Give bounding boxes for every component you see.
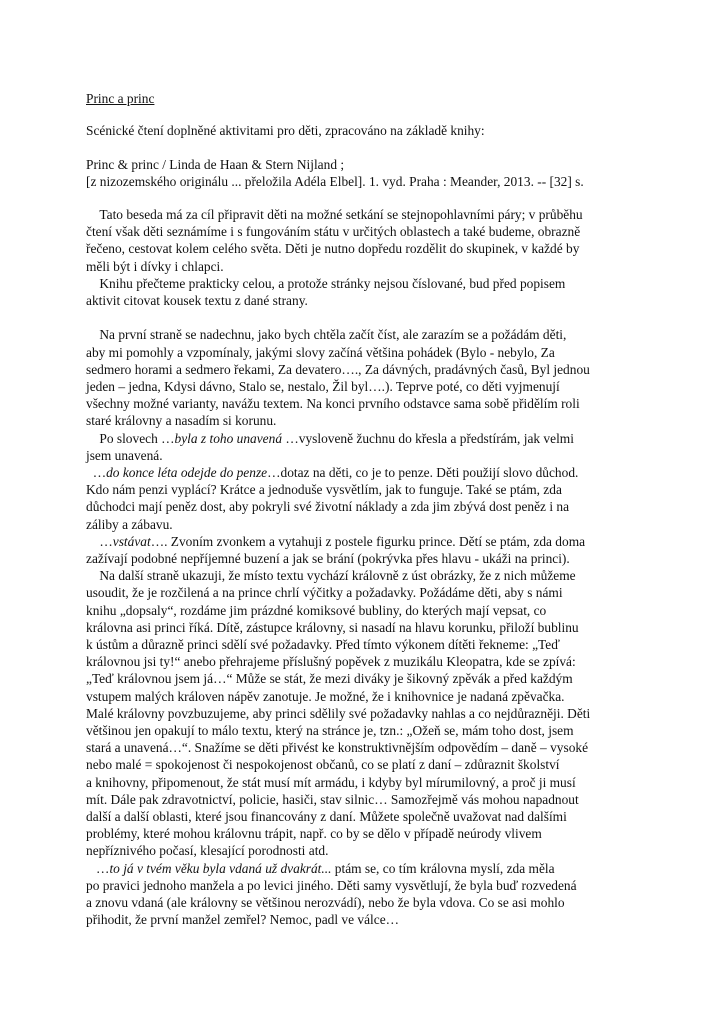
body-line (86, 584, 563, 601)
quoted-phrase: byla z toho unavená (174, 430, 283, 446)
body-line (86, 774, 576, 791)
body-line (86, 653, 576, 670)
body-line (86, 292, 308, 309)
body-line (86, 688, 565, 705)
quoted-phrase: vstávat (112, 533, 151, 549)
text-run: … (86, 860, 110, 876)
body-line (86, 550, 570, 567)
text-run: …dotaz na děti, co je to penze. Děti použijí slovo důchod. (267, 465, 579, 480)
body-line (86, 240, 579, 257)
text-run: Knihu přečteme prakticky celou, a protože stránky nejsou číslované, bud před popisem (86, 275, 566, 291)
text-run: záliby a zábavu. (86, 516, 173, 532)
body-line (86, 447, 163, 464)
text-run: všechny možné varianty, navážu textem. Na konci prvního odstavce sama sobě přidělím roli (86, 396, 580, 412)
body-line (86, 206, 583, 223)
body-line (86, 739, 588, 756)
text-run: Malé královny povzbuzujeme, aby princi sdělily své požadavky nahlas a co nejdůrazněji. Děti (86, 705, 591, 721)
body-line (86, 825, 542, 842)
text-run: stará a unavená…“. Snažíme se děti přivést ke konstruktivnějším odpovědím – daně – vysoké (86, 740, 589, 756)
body-line (86, 430, 574, 447)
text-run: aktivit citovat kousek textu z dané strany. (86, 293, 308, 308)
body-line (86, 412, 276, 429)
text-run: aby mi pomohly a vzpomínaly, jakými slovy začíná většina pohádek (Bylo - nebylo, Za (86, 344, 555, 360)
text-run: Na další straně ukazuji, že místo textu vychází královně z úst obrázky, že z nich můžeme (86, 568, 576, 584)
body-line (86, 258, 224, 275)
text-run: další a další oblasti, které jsou financovány z daní. Můžete společně uvažovat nad dalšími (86, 809, 567, 824)
body-line (86, 533, 585, 550)
body-line (86, 619, 579, 636)
text-run: staré královny a nasadím si korunu. (86, 413, 277, 429)
citation-line: [z nizozemského originálu ... přeložila Adéla Elbel]. 1. vyd. Praha : Meander, 2013. -- [32] s. (86, 174, 584, 189)
text-run: nepříznivého počasí, klesající porodnosti atd. (86, 843, 329, 859)
body-line (86, 498, 569, 515)
text-run: Po slovech … (86, 430, 175, 446)
body-line (86, 378, 560, 395)
citation-line: Princ & princ / Linda de Haan & Stern Nijland ; (86, 157, 345, 172)
text-run: po pravici jednoho manžela a po levici jiného. Děti samy vysvětlují, že byla buď rozvedená (86, 877, 577, 893)
text-run: královnou jsi ty!“ anebo přehrajeme příslušný popěvek z muzikálu Kleopatra, kde se zpívá: (86, 654, 576, 670)
text-run: …. Zvoním zvonkem a vytahuji z postele figurku prince. Dětí se ptám, zda doma (150, 533, 586, 549)
body-line (86, 791, 579, 808)
quoted-phrase: do konce léta odejde do penze (106, 465, 268, 480)
text-run: nebo malé = spokojenost či nespokojenost občanů, co se platí z daní – zdůraznit školství (86, 757, 560, 773)
body-line (86, 344, 555, 361)
body-line (86, 842, 328, 859)
text-run: mít. Dále pak zdravotnictví, policie, hasiči, stav silnic… Samozřejmě vás mohou napadnout (86, 791, 579, 807)
body-line (86, 911, 399, 928)
text-run: Tato beseda má za cíl připravit děti na možné setkání se stejnopohlavními páry; v průběhu (86, 207, 583, 222)
text-run: sedmero horami a sedmero řekami, Za devatero…., Za dávných, pradávných časů, Byl jednou (86, 361, 590, 377)
body-line (86, 894, 565, 911)
text-run: usoudit, že je rozčilená a na prince chrlí výčitky a požadavky. Požádáme děti, aby s námi (86, 585, 563, 601)
body-line (86, 705, 590, 722)
body-line (86, 722, 574, 739)
text-run: zažívají podobné nepříjemné buzení a jak se brání (pokrývka přes hlavu - ukáži na princi). (86, 551, 570, 566)
body-line (86, 275, 565, 292)
body-line (86, 223, 580, 240)
body-line (86, 670, 573, 687)
text-run: ptám se, co tím královna myslí, zda měla (331, 860, 555, 876)
text-run: řečeno, cestovat kolem celého světa. Děti je nutno dopředu rozdělit do skupinek, v každé by (86, 241, 580, 257)
body-line (86, 636, 560, 653)
text-run: „Teď královnou jsem já…“ Může se stát, že mezi diváky je šikovný zpěvák a před každým (86, 671, 573, 687)
document-subtitle: Scénické čtení doplněné aktivitami pro děti, zpracováno na základě knihy: (86, 123, 485, 138)
text-run: …vysloveně žuchnu do křesla a předstírám, jak velmi (282, 430, 574, 446)
document-title: Princ a princ (86, 91, 155, 106)
text-run: důchodci mají peněz dost, aby pokryli své životní náklady a zda jim zbývá dost peněz i na (86, 499, 570, 515)
text-run: vstupem malých královen nápěv zanotuje. Je možné, že i knihovnice je nadaná zpěvačka. (86, 688, 565, 704)
body-line (86, 516, 173, 533)
text-run: většinou jen opakují to málo textu, který na stránce je, tzn.: „Ožeň se, mám toho dost, jsem (86, 723, 574, 738)
body-line (86, 481, 562, 498)
text-run: … (86, 465, 107, 480)
body-line (86, 602, 546, 619)
text-run: a knihovny, připomenout, že stát musí mít armádu, i kdyby byl mírumilovný, a proč ji musí (86, 774, 576, 790)
body-line (86, 361, 590, 378)
text-run: čtení však děti seznámíme i s fungováním státu v určitých oblastech a také budeme, obrazně (86, 224, 581, 240)
body-line (86, 567, 576, 584)
text-run: problémy, které mohou královnu trápit, např. co by se dělo v případě neúrody vlivem (86, 826, 542, 842)
body-line (86, 808, 567, 825)
text-run: jeden – jedna, Kdysi dávno, Stalo se, nestalo, Žil byl….). Teprve poté, co děti vyjmenují (86, 379, 560, 394)
text-run: k ústům a důrazně princi sdělí své požadavky. Před tímto výkonem dítěti řekneme: „Teď (86, 637, 560, 652)
text-run: Na první straně se nadechnu, jako bych chtěla začít číst, ale zarazím se a požádám děti, (86, 327, 567, 343)
text-run: měli být i dívky i chlapci. (86, 258, 224, 274)
body-line (86, 326, 566, 343)
body-line (86, 877, 577, 894)
text-run: knihu „dopsaly“, rozdáme jim prázdné komiksové bubliny, do kterých mají vepsat, co (86, 602, 547, 618)
quoted-phrase: to já v tvém věku byla vdaná už dvakrát... (109, 860, 332, 876)
text-run: jsem unavená. (86, 447, 163, 463)
text-run: přihodit, že první manžel zemřel? Nemoc, padl ve válce… (86, 912, 400, 928)
text-run: … (86, 533, 113, 549)
body-line (86, 395, 580, 412)
body-line (86, 860, 555, 877)
text-run: a znovu vdaná (ale královny se většinou nerozvádí), nebo že byla vdova. Co se asi mohlo (86, 895, 565, 910)
body-line (86, 464, 578, 481)
body-line (86, 756, 560, 773)
text-run: královna asi princi říká. Dítě, zástupce královny, si nasadí na hlavu korunku, přiloží bublinu (86, 619, 579, 635)
text-run: Kdo nám penzi vyplácí? Krátce a jednoduše vysvětlím, jak to funguje. Také se ptám, zda (86, 482, 562, 498)
